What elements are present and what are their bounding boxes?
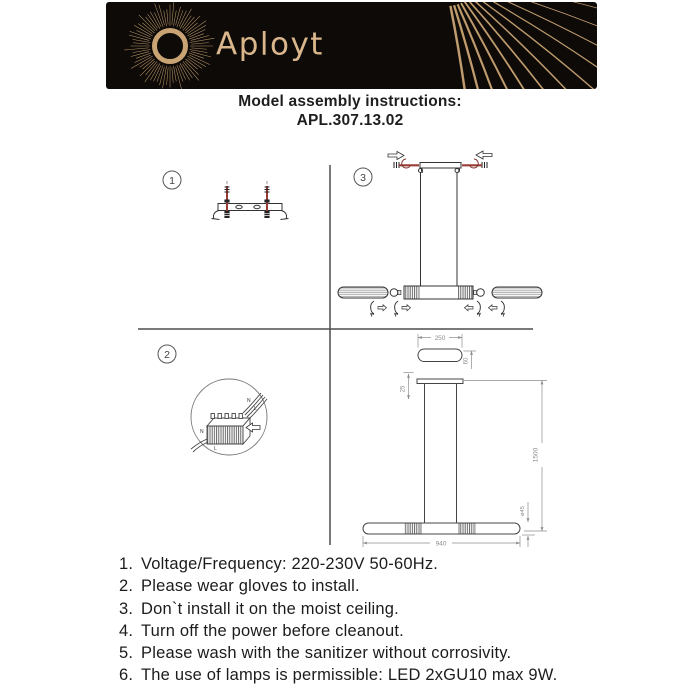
lamp-tube-right xyxy=(492,287,542,298)
svg-text:25: 25 xyxy=(400,385,407,393)
list-item: 2. Please wear gloves to install. xyxy=(119,577,360,596)
svg-text:250: 250 xyxy=(434,334,446,342)
push-arrow-right-icon xyxy=(388,152,404,160)
fan-rays-decoration xyxy=(367,2,597,89)
instruction-list xyxy=(119,553,557,687)
page-title: Model assembly instructions: xyxy=(238,93,462,110)
canopy-front-view xyxy=(417,379,463,384)
svg-text:2: 2 xyxy=(164,348,170,361)
svg-text:3: 3 xyxy=(360,171,366,184)
step1-screw-left xyxy=(224,181,229,218)
svg-text:60: 60 xyxy=(463,357,470,365)
brand-name: Aployt xyxy=(216,26,324,63)
svg-text:N: N xyxy=(200,429,204,435)
rotate-arrows xyxy=(371,301,505,317)
svg-text:L: L xyxy=(214,446,217,452)
svg-text:940: 940 xyxy=(435,540,447,548)
list-item: 5. Please wash with the sanitizer without corrosivity. xyxy=(119,644,512,663)
step3-screw-right xyxy=(462,159,487,168)
gu10-bulb-left xyxy=(390,289,401,297)
list-item: 4. Turn off the power before cleanout. xyxy=(119,621,404,640)
list-item: 1. Voltage/Frequency: 220-230V 50-60Hz. xyxy=(119,555,439,573)
push-arrow-left-icon xyxy=(476,151,492,159)
svg-text:ø45: ø45 xyxy=(520,506,526,516)
list-item: 3. Don`t install it on the moist ceiling. xyxy=(119,599,399,618)
step1-screw-right xyxy=(264,181,269,218)
model-number: APL.307.13.02 xyxy=(296,112,404,129)
brand-banner xyxy=(106,2,597,89)
step3-badge xyxy=(354,168,372,186)
svg-text:1500: 1500 xyxy=(532,447,540,463)
document-title-block xyxy=(0,92,700,130)
svg-text:L: L xyxy=(254,406,257,412)
gu10-bulb-right xyxy=(474,289,485,297)
step3-screw-left xyxy=(394,159,419,168)
step2-badge xyxy=(158,345,176,363)
sunburst-logo-icon xyxy=(124,2,216,89)
fixture-front-view xyxy=(363,523,520,534)
lamp-tube-left xyxy=(338,287,388,298)
canopy-top-view xyxy=(418,349,462,362)
assembly-diagram xyxy=(0,140,700,560)
svg-text:N: N xyxy=(247,398,251,404)
list-item: 6. The use of lamps is permissible: LED 2xGU10 max 9W. xyxy=(119,666,558,685)
svg-text:1: 1 xyxy=(169,174,175,187)
step2-wiring-diagram xyxy=(191,379,267,455)
dimension-drawing xyxy=(363,334,547,548)
step1-badge xyxy=(163,171,181,189)
step1-bracket-diagram xyxy=(212,181,289,220)
